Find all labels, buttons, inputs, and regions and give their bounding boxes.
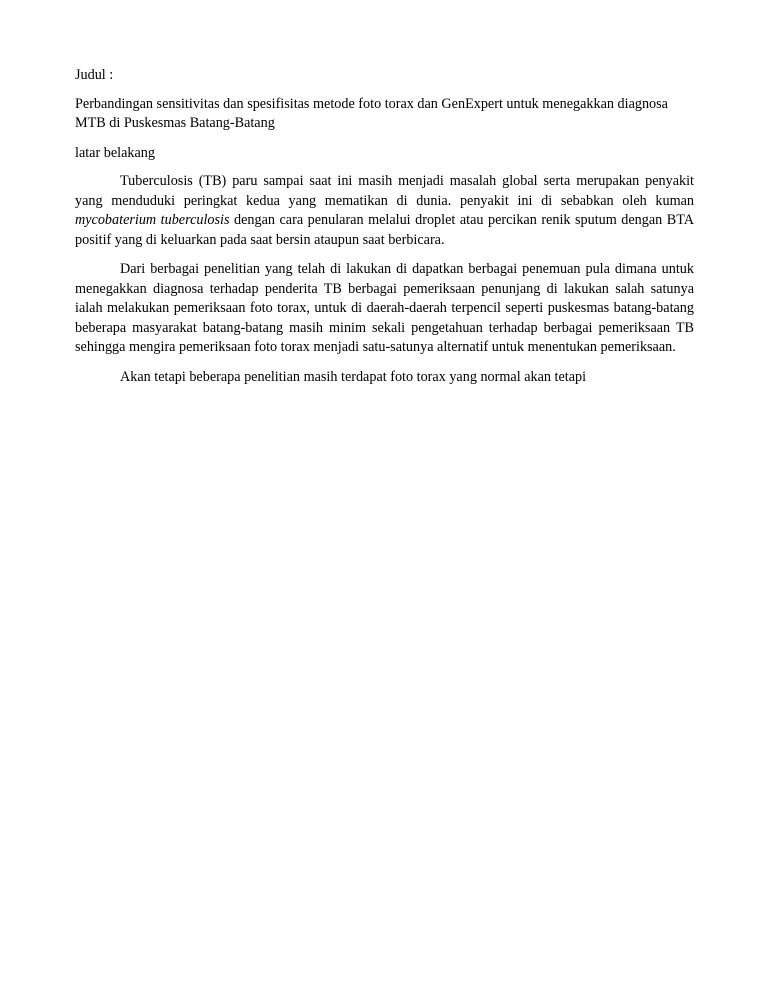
paragraph-3: Akan tetapi beberapa penelitian masih terdapat foto torax yang normal akan tetapi — [120, 368, 587, 385]
document-body — [75, 66, 694, 397]
heading-label: Judul : — [75, 67, 114, 83]
section-label: latar belakang — [75, 144, 155, 161]
paragraph-1-italic-term: mycobaterium tuberculosis — [75, 212, 230, 228]
paragraph-1 — [75, 172, 694, 250]
paragraph-1-part-2: dengan cara penularan melalui droplet atau percikan renik sputum dengan BTA positif yang di keluarkan pada saat bersin ataupun saat berbicara. — [75, 212, 695, 248]
document-title: Perbandingan sensitivitas dan spesifisitas metode foto torax dan GenExpert untuk menegakkan diagnosa MTB di Puskesmas Batang-Batang — [75, 95, 668, 131]
paragraph-2: Dari berbagai penelitian yang telah di lakukan di dapatkan berbagai penemuan pula dimana untuk menegakkan diagnosa terhadap penderita TB berbagai pemeriksaan penunjang di lakukan salah satunya ialah melakukan pemeriksaan foto torax, untuk di daerah-daerah terpencil seperti puskesmas batang-batang beberapa masyarakat batang-batang masih minim sekali pengetahuan terhadap berbagai pemeriksaan TB sehingga mengira pemeriksaan foto torax menjadi satu-satunya alternatif untuk menentukan pemeriksaan. — [75, 261, 694, 355]
paragraph-1-part-1: Tuberculosis (TB) paru sampai saat ini masih menjadi masalah global serta merupakan penyakit yang menduduki peringkat kedua yang mematikan di dunia. penyakit ini di sebabkan oleh kuman — [75, 173, 694, 209]
